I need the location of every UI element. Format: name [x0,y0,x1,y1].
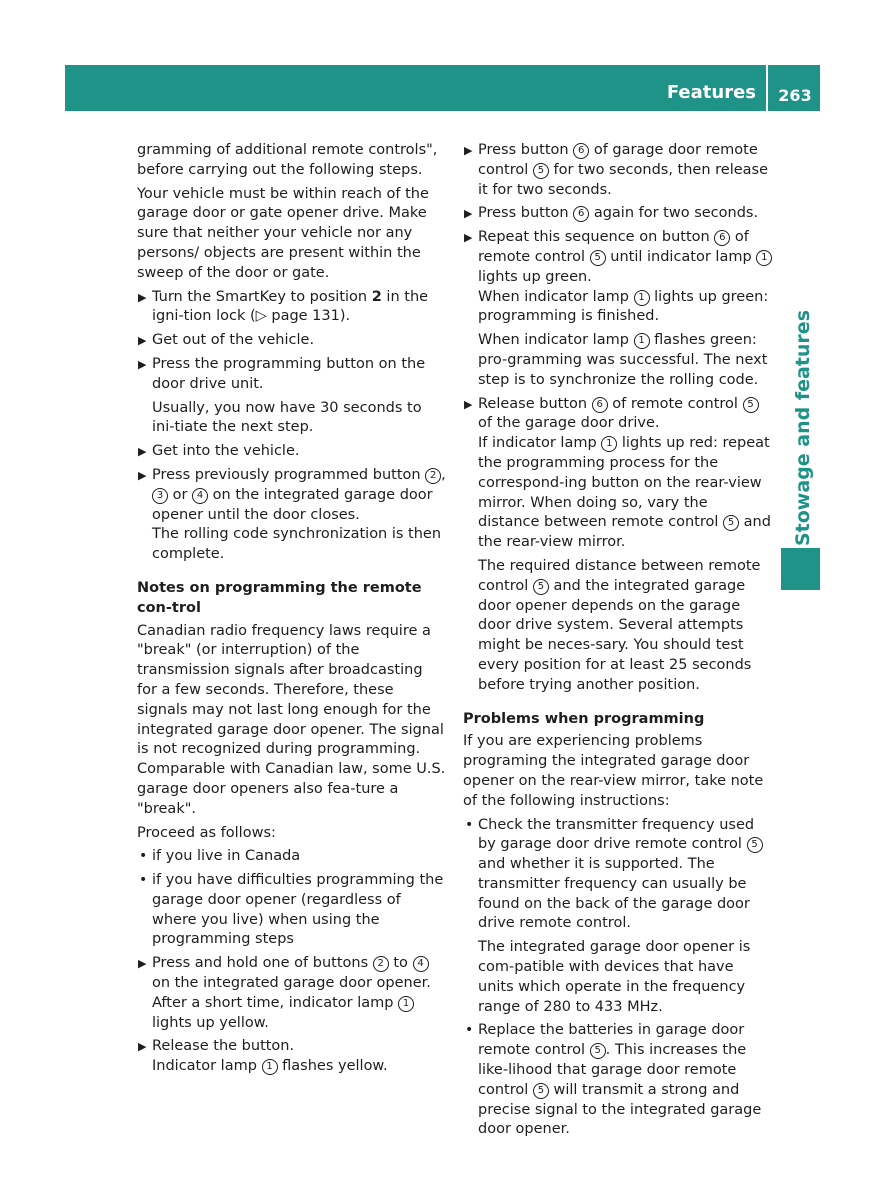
paragraph: Your vehicle must be within reach of the garage door or gate opener drive. Make sure that neither your vehicle nor any persons/ objects are present within the sweep of the door or gate. [137,185,429,281]
header-divider [766,65,768,111]
callout-number: 5 [747,837,763,853]
step-note: Usually, you now have 30 seconds to ini-tiate the next step. [152,399,422,436]
callout-number: 5 [590,1043,606,1059]
callout-number: 1 [634,333,650,349]
callout-number: 2 [373,956,389,972]
bullet-note: The integrated garage door opener is com-patible with devices that have units which operate in the frequency range of 280 to 433 MHz. [478,939,751,1015]
callout-number: 6 [573,206,589,222]
step-item: ▶ Get out of the vehicle. [137,331,447,351]
step-item: ▶ Release the button. [137,1037,447,1057]
callout-number: 5 [723,515,739,531]
arrow-bullet-icon: ▶ [138,334,147,348]
step-item: ▶ Release button 6 of remote control 5 of the garage door drive. [463,395,773,435]
step-item: ▶ Repeat this sequence on button 6 of remote control 5 until indicator lamp 1 lights up green. [463,228,773,287]
step-item: ▶ Press button 6 again for two seconds. [463,204,773,224]
bullet-item: • Replace the batteries in garage door remote control 5 . This increases the like-lihood that garage door remote control 5 will transmit a strong and precise signal to the integrated garage door opener. [465,1022,762,1138]
right-column [463,141,773,1144]
callout-number: 4 [192,488,208,504]
callout-number: 4 [413,956,429,972]
callout-number: 1 [634,290,650,306]
callout-number: 2 [425,468,441,484]
step-note: If indicator lamp 1 lights up red: repeat the programming process for the correspond-ing button on the rear-view mirror. When doing so, vary the distance between remote control 5 and the rear-view mirror. [478,435,771,551]
arrow-bullet-icon: ▶ [138,445,147,459]
dot-bullet-icon: • [139,848,148,865]
arrow-bullet-icon: ▶ [464,397,473,411]
paragraph: Canadian radio frequency laws require a "break" (or interruption) of the transmission signals after broadcasting for a few seconds. Therefore, these signals may not last long enough for the integrated garage door opener. The signal is not recognized during programming. Comparable with Canadian law, some U.S. garage door openers also fea-ture a "break". [137,622,446,817]
arrow-bullet-icon: ▶ [138,957,147,971]
callout-number: 6 [592,397,608,413]
callout-number: 6 [573,143,589,159]
chapter-label: Stowage and features [792,309,814,547]
step-item: ▶ Press and hold one of buttons 2 to 4 on the integrated garage door opener. [138,955,431,992]
step-note: After a short time, indicator lamp 1 lights up yellow. [137,994,447,1034]
callout-number: 5 [533,163,549,179]
paragraph: gramming of additional remote controls", before carrying out the following steps. [137,142,438,178]
dot-bullet-icon: • [139,872,148,889]
dot-bullet-icon: • [465,1022,474,1039]
step-note: The required distance between remote control 5 and the integrated garage door opener depends on the garage door drive system. Several attempts might be neces-sary. You should test every position for at least 25 seconds before trying another position. [478,557,761,693]
callout-number: 3 [152,488,168,504]
arrow-bullet-icon: ▶ [138,357,147,371]
step-note: When indicator lamp 1 lights up green: programming is finished. [478,288,769,325]
paragraph: Proceed as follows: [137,824,276,841]
paragraph: If you are experiencing problems programing the integrated garage door opener on the rear-view mirror, take note of the following instructions: [463,733,764,809]
callout-number: 1 [601,436,617,452]
callout-number: 6 [714,230,730,246]
bullet-item: • if you live in Canada [137,847,447,867]
arrow-bullet-icon: ▶ [464,231,473,245]
arrow-bullet-icon: ▶ [138,468,147,482]
bullet-item: • Check the transmitter frequency used by garage door drive remote control 5 and whether it is supported. The transmitter frequency can usually be found on the back of the garage door drive remote control. [463,816,773,935]
callout-number: 1 [262,1059,278,1075]
step-note: The rolling code synchronization is then complete. [152,526,442,563]
dot-bullet-icon: • [465,816,474,833]
arrow-bullet-icon: ▶ [464,144,473,157]
callout-number: 1 [756,250,772,266]
step-note: When indicator lamp 1 flashes green: pro-gramming was successful. The next step is to synchronize the rolling code. [478,332,768,388]
arrow-bullet-icon: ▶ [138,290,147,304]
chapter-tab [781,548,820,590]
section-heading: Problems when programming [463,710,705,727]
step-item: ▶ Press the programming button on the door drive unit. [138,355,426,392]
section-title: Features [666,82,756,103]
callout-number: 5 [533,579,549,595]
step-item: ▶ Turn the SmartKey to position 2 in the igni-tion lock (▷ page 131). [138,288,429,325]
page-number: 263 [778,86,812,105]
arrow-bullet-icon: ▶ [138,1040,147,1054]
callout-number: 1 [398,996,414,1012]
step-item: ▶ Press button 6 of garage door remote control 5 for two seconds, then release it for two seconds. [464,142,769,198]
callout-number: 5 [533,1083,549,1099]
section-heading: Notes on programming the remote con-trol [137,579,422,616]
callout-number: 5 [590,250,606,266]
step-note: Indicator lamp 1 flashes yellow. [152,1058,388,1075]
step-item: ▶ Press previously programmed button 2 , 3 or 4 on the integrated garage door opener until the door closes. [138,466,446,523]
arrow-bullet-icon: ▶ [464,207,473,221]
bullet-item: • if you have difficulties programming the garage door opener (regardless of where you live) when using the programming steps [139,872,444,948]
callout-number: 5 [743,397,759,413]
left-column [137,141,447,1081]
step-item: ▶ Get into the vehicle. [137,442,447,462]
